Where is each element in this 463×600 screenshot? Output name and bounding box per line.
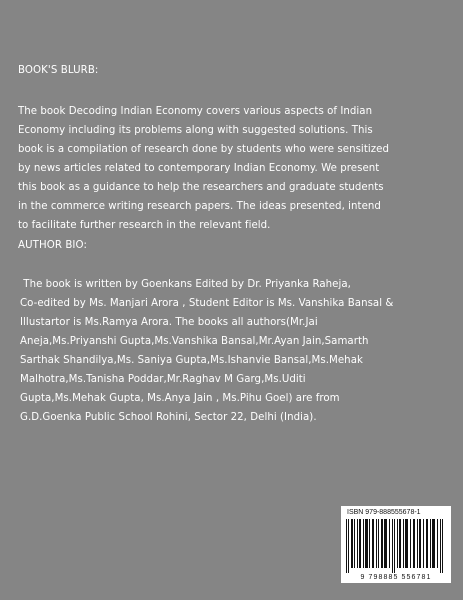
blurb-heading: BOOK'S BLURB: <box>18 65 99 76</box>
author-bio-heading: AUTHOR BIO: <box>18 240 88 252</box>
isbn-label: ISBN 979-888555678-1 <box>347 509 421 516</box>
author-bio-text: The book is written by Goenkans Edited by Dr. Priyanka Raheja, Co-edited by Ms. Manjari Arora , Student Editor is Ms. Vanshika Bansal & Illustartor is Ms.Ramya Arora. The books all authors(Mr.Jai Aneja,Ms.Priyanshi Gupta,Ms.Vanshika Bansal,Mr.Ayan Jain,Samarth Sarthak Shandilya,Ms. Saniya Gupta,Ms.Ishanvie Bansal,Ms.Mehak Malhotra,Ms.Tanisha Poddar,Mr.Raghav M Garg,Ms.Uditi Gupta,Ms.Mehak Gupta, Ms.Anya Jain , Ms.Pihu Goel) are from G.D.Goenka Public School Rohini, Sector 22, Delhi (India). <box>20 279 394 424</box>
barcode-number: 9 798885 556781 <box>345 574 447 581</box>
isbn-barcode-box <box>341 506 451 583</box>
cover-text-block <box>18 64 445 427</box>
blurb-text: The book Decoding Indian Economy covers various aspects of Indian Economy including its problems along with suggested solutions. This book is a compilation of research done by students who were sensitized by news articles related to contemporary Indian Economy. We present this book as a guidance to help the researchers and graduate students in the commerce writing research papers. The ideas presented, intend to facilitate further research in the relevant field. <box>18 106 389 232</box>
barcode-image <box>346 519 445 573</box>
